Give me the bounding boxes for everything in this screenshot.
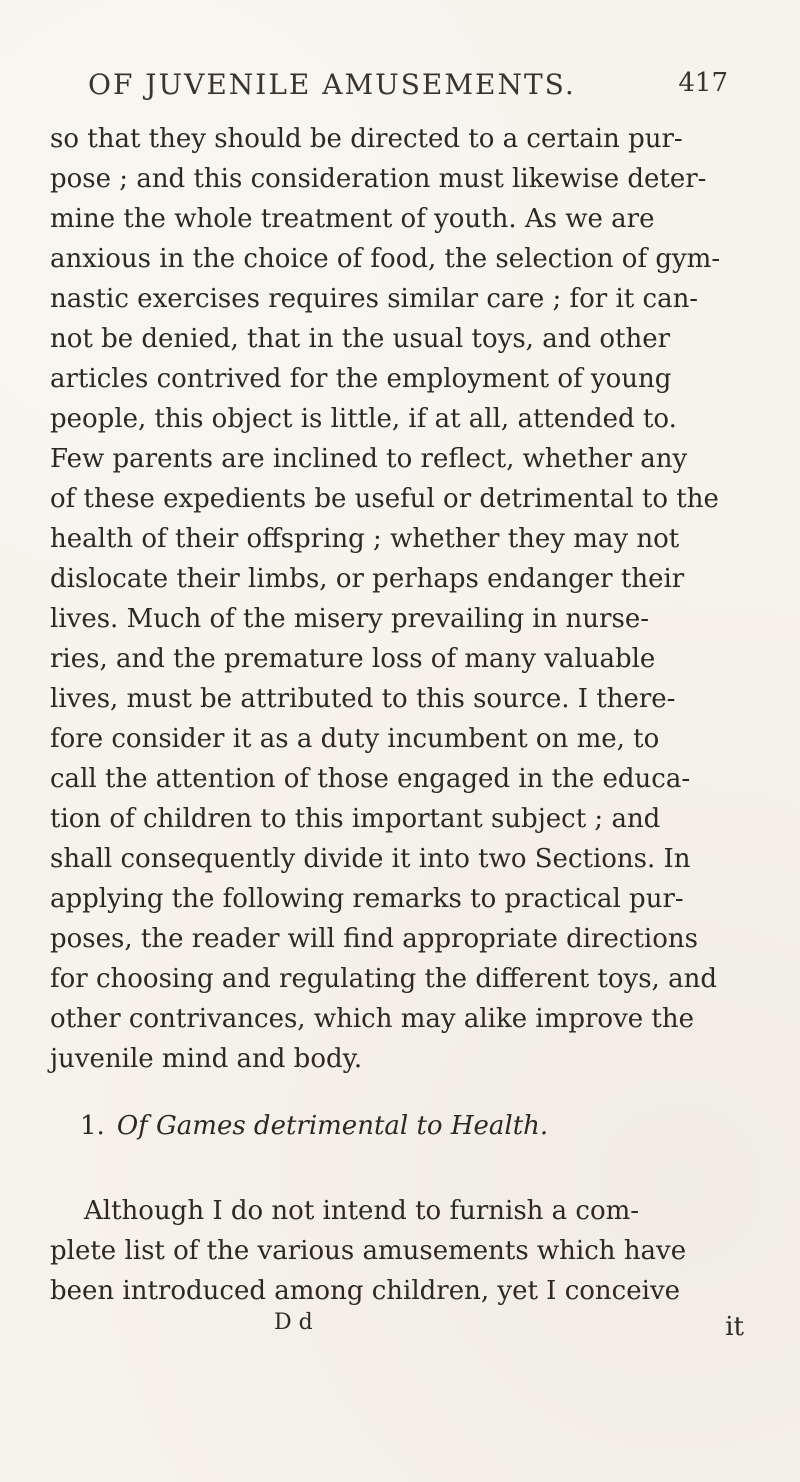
- signature-mark: D d: [274, 1310, 313, 1335]
- text-line: juvenile mind and body.: [50, 1044, 363, 1074]
- text-line: other contrivances, which may alike improve the: [50, 1004, 694, 1034]
- text-line: anxious in the choice of food, the selection of gym-: [50, 244, 721, 274]
- catchword: it: [725, 1312, 744, 1342]
- page-number: 417: [678, 68, 728, 98]
- text-line: lives. Much of the misery prevailing in nurse-: [50, 604, 649, 634]
- running-title: OF JUVENILE AMUSEMENTS.: [88, 68, 576, 101]
- text-line: shall consequently divide it into two Sections. In: [50, 844, 691, 874]
- text-line: nastic exercises requires similar care ; for it can-: [50, 284, 699, 314]
- main-paragraph: [50, 119, 755, 1079]
- text-line: Few parents are inclined to reflect, whether any: [50, 444, 688, 474]
- text-line: for choosing and regulating the different toys, and: [50, 964, 717, 994]
- section-paragraph: [50, 1191, 755, 1311]
- text-line: health of their offspring ; whether they may not: [50, 524, 680, 554]
- text-line: ries, and the premature loss of many valuable: [50, 644, 656, 674]
- text-line: of these expedients be useful or detrimental to the: [50, 484, 719, 514]
- text-line: Although I do not intend to furnish a com-: [84, 1196, 640, 1226]
- text-line: articles contrived for the employment of young: [50, 364, 672, 394]
- text-line: applying the following remarks to practical pur-: [50, 884, 684, 914]
- text-line: been introduced among children, yet I conceive: [50, 1276, 681, 1306]
- text-line: people, this object is little, if at all, attended to.: [50, 404, 677, 434]
- section-heading: [80, 1111, 548, 1141]
- text-line: mine the whole treatment of youth. As we are: [50, 204, 655, 234]
- page-footer: [50, 1310, 755, 1350]
- running-head: [88, 68, 728, 108]
- text-line: call the attention of those engaged in the educa-: [50, 764, 691, 794]
- section-title: Of Games detrimental to Health.: [116, 1111, 549, 1141]
- section-number: 1.: [80, 1111, 105, 1141]
- text-line: poses, the reader will find appropriate directions: [50, 924, 698, 954]
- text-line: plete list of the various amusements which have: [50, 1236, 687, 1266]
- text-line: pose ; and this consideration must likewise deter-: [50, 164, 707, 194]
- text-line: dislocate their limbs, or perhaps endanger their: [50, 564, 685, 594]
- text-line: not be denied, that in the usual toys, and other: [50, 324, 671, 354]
- text-line: fore consider it as a duty incumbent on me, to: [50, 724, 660, 754]
- text-line: lives, must be attributed to this source. I there-: [50, 684, 676, 714]
- text-line: tion of children to this important subject ; and: [50, 804, 661, 834]
- text-line: so that they should be directed to a certain pur-: [50, 124, 683, 154]
